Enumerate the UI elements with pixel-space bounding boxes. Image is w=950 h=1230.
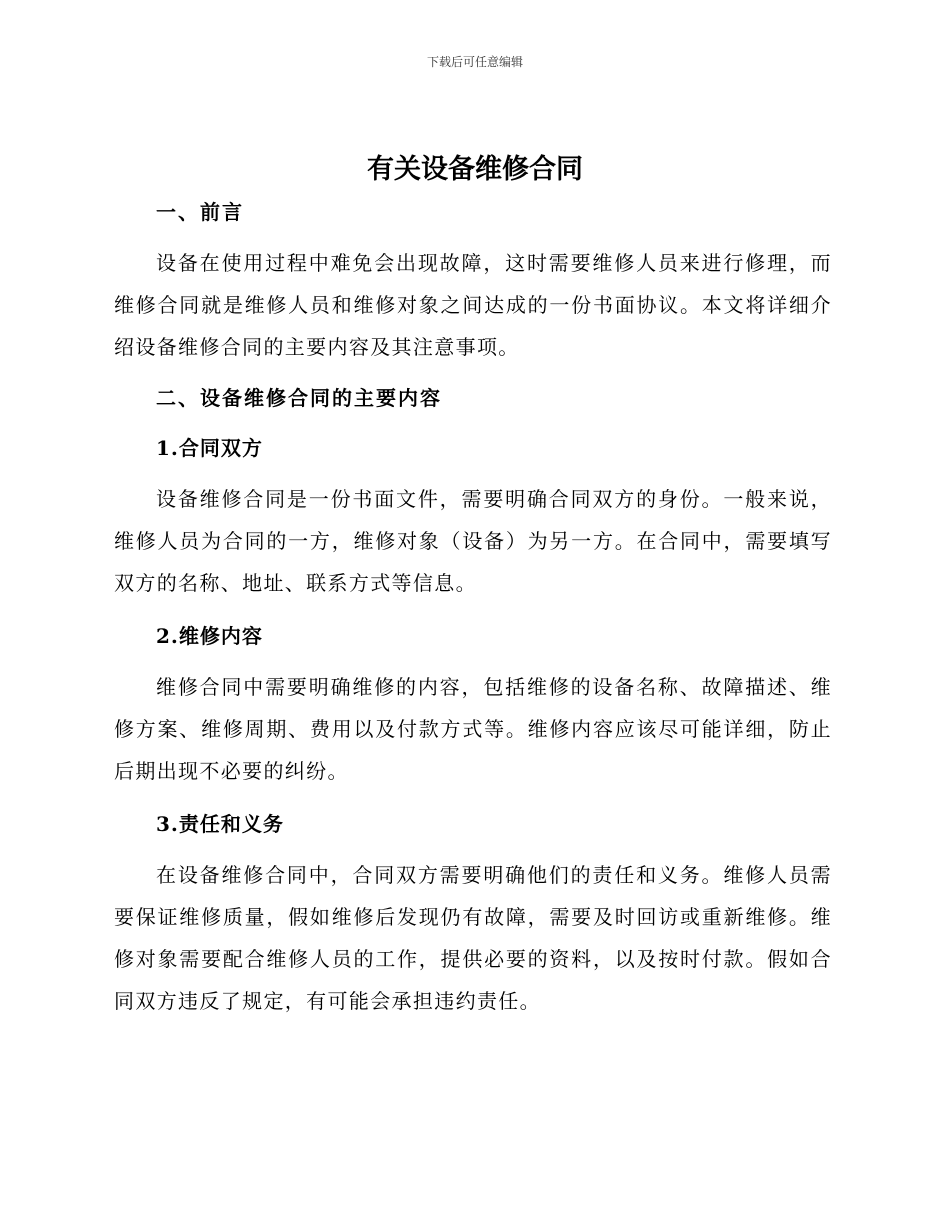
spacer xyxy=(114,418,832,428)
section-heading-main: 二、设备维修合同的主要内容 xyxy=(156,386,442,410)
spacer xyxy=(114,468,832,478)
paragraph-intro: 设备在使用过程中难免会出现故障，这时需要维修人员来进行修理，而维修合同就是维修人员和维修对象之间达成的一份书面协议。本文将详细介绍设备维修合同的主要内容及其注意事项。 xyxy=(114,251,832,359)
paragraph-duties: 在设备维修合同中，合同双方需要明确他们的责任和义务。维修人员需要保证维修质量，假如维修后发现仍有故障，需要及时回访或重新维修。维修对象需要配合维修人员的工作，提供必要的资料，以及按时付款。假如合同双方违反了规定，有可能会承担违约责任。 xyxy=(114,863,832,1013)
sub-heading-content: 2.维修内容 xyxy=(156,624,263,648)
spacer xyxy=(114,368,832,378)
spacer xyxy=(114,656,832,666)
spacer xyxy=(114,844,832,854)
sub-heading-parties: 1.合同双方 xyxy=(156,436,263,460)
paragraph-content: 维修合同中需要明确维修的内容，包括维修的设备名称、故障描述、维修方案、维修周期、费用以及付款方式等。维修内容应该尽可能详细，防止后期出现不必要的纠纷。 xyxy=(114,675,832,783)
paragraph-parties: 设备维修合同是一份书面文件，需要明确合同双方的身份。一般来说，维修人员为合同的一方，维修对象（设备）为另一方。在合同中，需要填写双方的名称、地址、联系方式等信息。 xyxy=(114,487,832,595)
spacer xyxy=(114,232,832,242)
section-heading-intro: 一、前言 xyxy=(156,200,244,224)
document-body xyxy=(114,192,832,1022)
spacer xyxy=(114,792,832,804)
sub-heading-duties: 3.责任和义务 xyxy=(156,812,284,836)
page-header-note: 下载后可任意编辑 xyxy=(426,55,523,69)
spacer xyxy=(114,604,832,616)
document-title: 有关设备维修合同 xyxy=(367,154,583,185)
